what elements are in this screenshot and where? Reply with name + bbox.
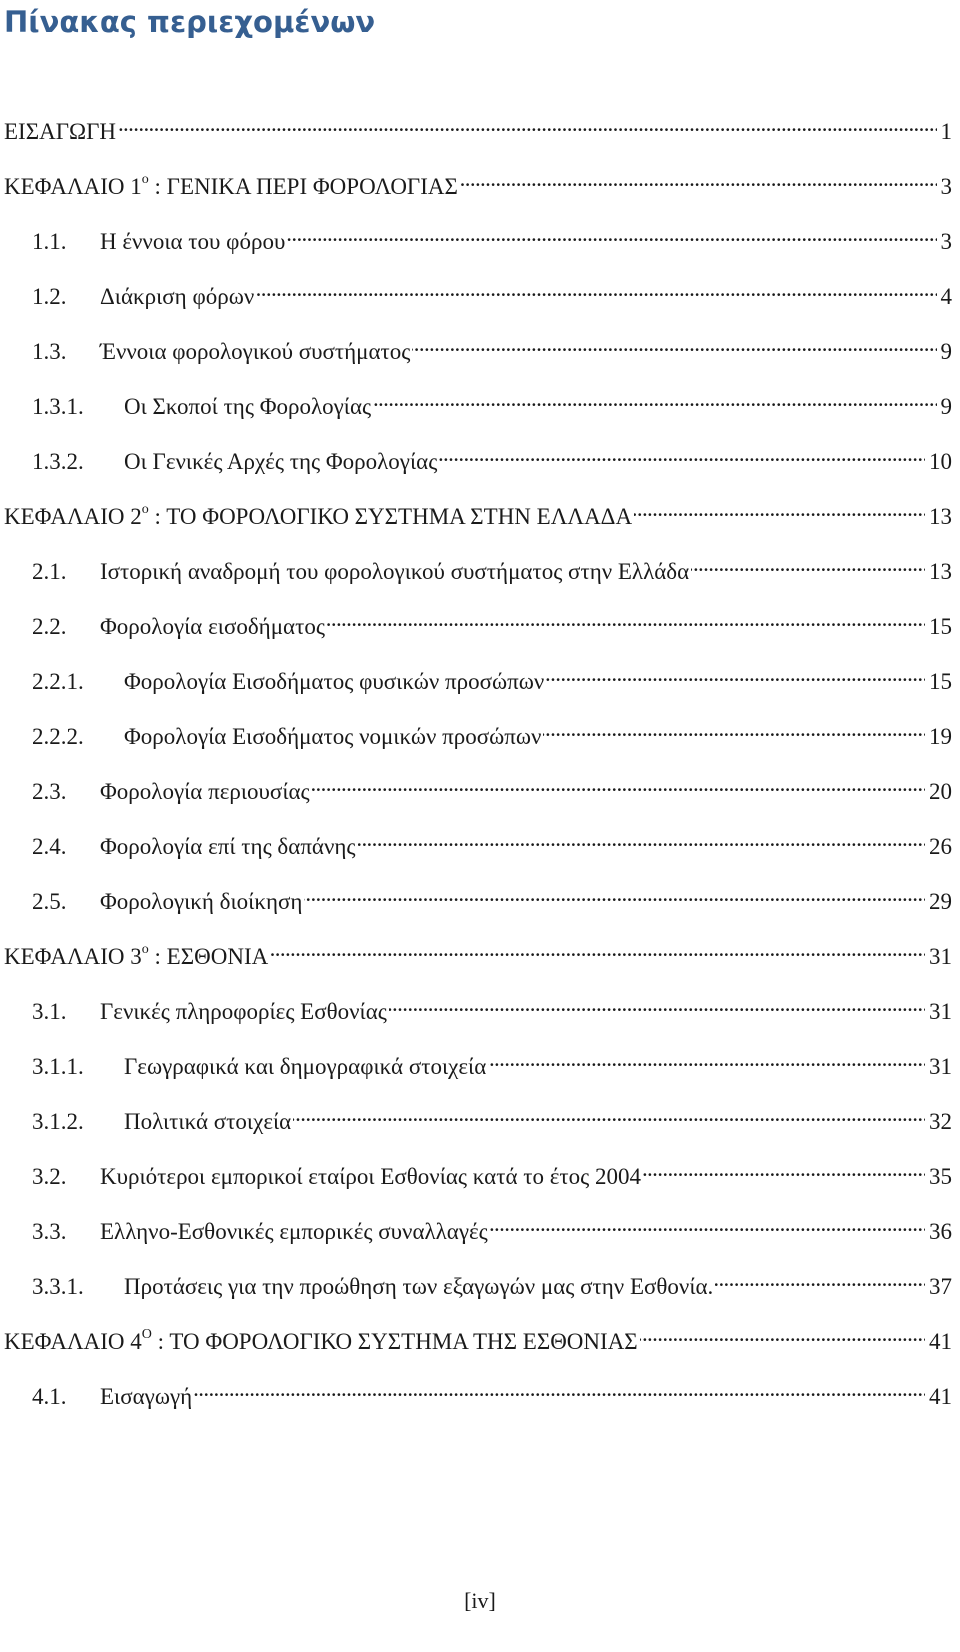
toc-entry-title: Οι Γενικές Αρχές της Φορολογίας (124, 449, 438, 474)
dot-leader (640, 1319, 925, 1349)
toc-entry-title: Ελληνο-Εσθονικές εμπορικές συναλλαγές (100, 1219, 488, 1244)
dot-leader (373, 384, 936, 414)
toc-entry-number: 2.1. (32, 559, 67, 584)
toc-entry-page: 9 (940, 339, 952, 364)
toc-entry-number: 3.1.2. (32, 1109, 84, 1134)
toc-entry-title: ΚΕΦΑΛΑΙΟ $2^o$ : ΤΟ ΦΟΡΟΛΟΓΙΚΟ ΣΥΣΤΗΜΑ ΣΤΗΝ ΕΛΛΑΔΑ (4, 502, 633, 529)
toc-entry-page: 32 (929, 1109, 952, 1134)
toc-entry-title: Γεωγραφικά και δημογραφικά στοιχεία (124, 1054, 487, 1079)
dot-leader (327, 604, 925, 634)
toc-entry[interactable] (32, 604, 952, 639)
toc-entry-title: Προτάσεις για την προώθηση των εξαγωγών μας στην Εσθονία. (124, 1274, 714, 1299)
toc-entry-number: 4.1. (32, 1384, 67, 1409)
toc-entry-number: 3.1.1. (32, 1054, 84, 1079)
toc-entry[interactable] (32, 1099, 952, 1134)
dot-leader (546, 659, 925, 689)
dot-leader (293, 1099, 925, 1129)
toc-entry-page: 9 (940, 394, 952, 419)
toc-entry-page: 29 (929, 889, 952, 914)
toc-entry[interactable] (32, 1154, 952, 1189)
toc-entry[interactable] (32, 1264, 952, 1299)
toc-entry[interactable] (32, 1044, 952, 1079)
toc-entry-page: 1 (940, 119, 952, 144)
toc-entry[interactable] (4, 494, 952, 529)
toc-entry-title: ΚΕΦΑΛΑΙΟ $4^O$ : ΤΟ ΦΟΡΟΛΟΓΙΚΟ ΣΥΣΤΗΜΑ ΤΗΣ ΕΣΘΟΝΙΑΣ (4, 1327, 638, 1354)
toc-entry-title: ΚΕΦΑΛΑΙΟ $1^o$ : ΓΕΝΙΚΑ ΠΕΡΙ ΦΟΡΟΛΟΓΙΑΣ (4, 172, 458, 199)
ordinal-superscript: Ο (141, 1327, 152, 1343)
toc-entry[interactable] (32, 769, 952, 804)
toc-entry[interactable] (4, 934, 952, 969)
toc-entry[interactable] (32, 1209, 952, 1244)
toc-entry[interactable] (32, 824, 952, 859)
dot-leader (543, 714, 925, 744)
toc-entry[interactable] (32, 879, 952, 914)
toc-entry-number: 3.3. (32, 1219, 67, 1244)
toc-entry-number: 3.3.1. (32, 1274, 84, 1299)
toc-entry-number: 2.2. (32, 614, 67, 639)
toc-entry[interactable] (32, 219, 952, 254)
toc-entry-title: Φορολογία περιουσίας (100, 779, 310, 804)
dot-leader (270, 934, 925, 964)
toc-entry-page: 41 (929, 1329, 952, 1354)
dot-leader (256, 274, 936, 304)
dot-leader (460, 164, 937, 194)
toc-entry-title: Κυριότεροι εμπορικοί εταίροι Εσθονίας κατά το έτος 2004 (100, 1164, 642, 1189)
toc-entry-page: 13 (929, 504, 952, 529)
toc-entry[interactable] (4, 1319, 952, 1354)
dot-leader (488, 1044, 925, 1074)
dot-leader (643, 1154, 925, 1184)
toc-entry[interactable] (32, 329, 952, 364)
dot-leader (389, 989, 925, 1019)
toc-entry-page: 15 (929, 614, 952, 639)
toc-entry-title: ΚΕΦΑΛΑΙΟ $3^o$ : ΕΣΘΟΝΙΑ (4, 942, 269, 969)
toc-entry-number: 2.2.2. (32, 724, 84, 749)
toc-entry-page: 15 (929, 669, 952, 694)
dot-leader (287, 219, 936, 249)
toc-entry-page: 41 (929, 1384, 952, 1409)
toc-entry-title: Διάκριση φόρων (100, 284, 255, 309)
toc-entry-title: Οι Σκοποί της Φορολογίας (124, 394, 372, 419)
dot-leader (194, 1374, 925, 1404)
toc-entry-title: Έννοια φορολογικού συστήματος (100, 339, 411, 364)
toc-entry-page: 31 (929, 944, 952, 969)
ordinal-superscript: ο (141, 502, 149, 518)
dot-leader (439, 439, 925, 469)
toc-entry-title: Φορολογία εισοδήματος (100, 614, 325, 639)
toc-entry[interactable] (32, 384, 952, 419)
toc-entry-title: Γενικές πληροφορίες Εσθονίας (100, 999, 387, 1024)
toc-entry-number: 2.4. (32, 834, 67, 859)
toc-entry[interactable] (4, 164, 952, 199)
toc-entry-page: 4 (940, 284, 952, 309)
dot-leader (634, 494, 925, 524)
toc-entry-number: 3.1. (32, 999, 67, 1024)
toc-entry-page: 3 (940, 174, 952, 199)
toc-entry[interactable] (4, 109, 952, 144)
toc-entry-number: 1.3.2. (32, 449, 84, 474)
toc-entry-number: 1.3. (32, 339, 67, 364)
dot-leader (358, 824, 925, 854)
toc-entry[interactable] (32, 439, 952, 474)
toc-entry-title: Εισαγωγή (100, 1384, 193, 1409)
toc-entry-title: Φορολογία Εισοδήματος φυσικών προσώπων (124, 669, 545, 694)
toc-entry-number: 2.2.1. (32, 669, 84, 694)
toc-entry-title: Φορολογία επί της δαπάνης (100, 834, 356, 859)
toc-entry-page: 10 (929, 449, 952, 474)
toc-entry-title: ΕΙΣΑΓΩΓΗ (4, 119, 117, 144)
toc-entry-number: 2.5. (32, 889, 67, 914)
toc-entry[interactable] (32, 549, 952, 584)
toc-entry-number: 1.2. (32, 284, 67, 309)
toc-entry-number: 1.3.1. (32, 394, 84, 419)
toc-entry-title: Φορολογική διοίκηση (100, 889, 303, 914)
toc-entry-page: 31 (929, 999, 952, 1024)
toc-entry-page: 13 (929, 559, 952, 584)
dot-leader (691, 549, 925, 579)
toc-entry-page: 19 (929, 724, 952, 749)
toc-entry-page: 35 (929, 1164, 952, 1189)
toc-entry-number: 3.2. (32, 1164, 67, 1189)
toc-entry[interactable] (32, 274, 952, 309)
toc-entry-page: 3 (940, 229, 952, 254)
toc-entry-title: Φορολογία Εισοδήματος νομικών προσώπων (124, 724, 542, 749)
toc-entry-page: 31 (929, 1054, 952, 1079)
toc-entry[interactable] (32, 1374, 952, 1409)
toc-entry-page: 20 (929, 779, 952, 804)
ordinal-superscript: ο (141, 172, 149, 188)
toc-entry-title: Ιστορική αναδρομή του φορολογικού συστήματος στην Ελλάδα (100, 559, 690, 584)
toc-entry-number: 2.3. (32, 779, 67, 804)
dot-leader (715, 1264, 925, 1294)
toc-entry-page: 37 (929, 1274, 952, 1299)
toc-entry-title: Πολιτικά στοιχεία (124, 1109, 292, 1134)
toc-entry-page: 26 (929, 834, 952, 859)
dot-leader (304, 879, 925, 909)
toc-entry[interactable] (32, 659, 952, 694)
dot-leader (490, 1209, 925, 1239)
dot-leader (412, 329, 936, 359)
page-number-footer: [iv] (464, 1588, 496, 1613)
toc-entry[interactable] (32, 989, 952, 1024)
toc-entry-page: 36 (929, 1219, 952, 1244)
toc-entry-number: 1.1. (32, 229, 67, 254)
dot-leader (312, 769, 925, 799)
ordinal-superscript: ο (141, 942, 149, 958)
toc-entry[interactable] (32, 714, 952, 749)
dot-leader (118, 109, 936, 139)
toc-entry-title: Η έννοια του φόρου (100, 229, 286, 254)
toc-heading: Πίνακας περιεχομένων (4, 5, 376, 39)
